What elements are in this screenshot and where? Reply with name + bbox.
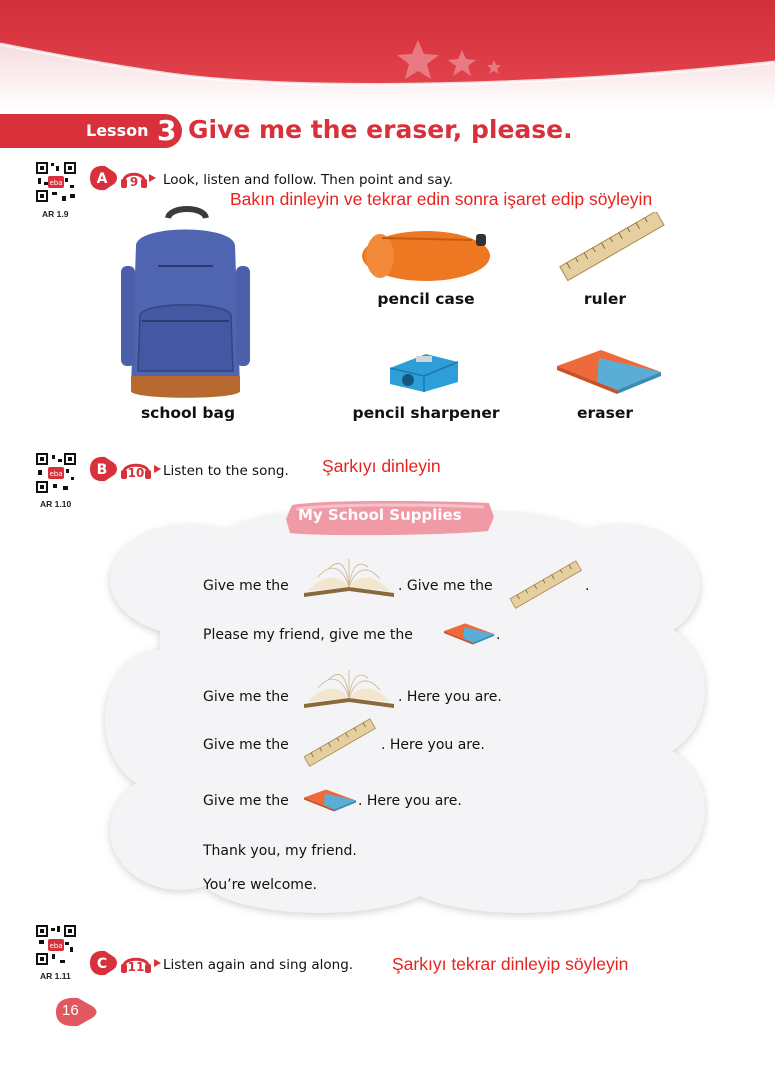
ruler-image xyxy=(506,560,586,610)
song-line-7: You’re welcome. xyxy=(203,877,318,893)
song-line-1b: . Give me the xyxy=(398,578,493,594)
song-line-2b: . xyxy=(496,627,501,643)
label-eraser: eraser xyxy=(577,404,633,422)
song-line-4b: . Here you are. xyxy=(381,737,485,753)
song-line-1c: . xyxy=(585,578,590,594)
song-cloud xyxy=(100,510,710,920)
translation-c: Şarkıyı tekrar dinleyip söyleyin xyxy=(392,954,629,974)
instruction-a: Look, listen and follow. Then point and say. xyxy=(163,172,454,188)
lesson-word: Lesson xyxy=(86,121,149,140)
qr-code-icon[interactable] xyxy=(34,451,78,495)
svg-text:11: 11 xyxy=(127,960,145,974)
song-line-4a: Give me the xyxy=(203,737,289,753)
svg-text:eba: eba xyxy=(49,942,63,950)
lesson-title: Give me the eraser, please. xyxy=(188,115,573,144)
label-pencil-case: pencil case xyxy=(377,290,475,308)
instruction-c: Listen again and sing along. xyxy=(163,957,354,973)
eraser-image xyxy=(302,788,358,813)
qr-code-icon[interactable] xyxy=(34,160,78,204)
badge-a xyxy=(86,164,160,192)
svg-text:10: 10 xyxy=(127,466,145,480)
badge-c xyxy=(86,949,166,977)
pencil-case-image xyxy=(360,226,492,284)
ar-code-b: AR 1.10 xyxy=(40,499,72,509)
translation-a: Bakın dinleyin ve tekrar edin sonra işaret edip söyleyin xyxy=(230,189,653,209)
song-line-6: Thank you, my friend. xyxy=(203,843,357,859)
label-pencil-sharpener: pencil sharpener xyxy=(352,404,500,422)
page-number: 16 xyxy=(62,1002,79,1019)
svg-text:eba: eba xyxy=(49,470,63,478)
song-line-2a: Please my friend, give me the xyxy=(203,627,413,643)
svg-text:C: C xyxy=(96,956,108,972)
ar-code-c: AR 1.11 xyxy=(40,971,71,981)
eraser-image xyxy=(553,348,665,396)
song-line-5a: Give me the xyxy=(203,793,289,809)
song-title: My School Supplies xyxy=(298,506,462,524)
book-image xyxy=(302,668,396,712)
ruler-image xyxy=(555,212,670,282)
ruler-image xyxy=(300,718,380,768)
song-line-1a: Give me the xyxy=(203,578,289,594)
eraser-image xyxy=(442,622,496,646)
label-ruler: ruler xyxy=(583,290,627,308)
pencil-sharpener-image xyxy=(386,346,462,396)
label-school-bag: school bag xyxy=(140,404,236,422)
song-line-3a: Give me the xyxy=(203,689,289,705)
svg-text:A: A xyxy=(96,171,108,187)
page-header-band xyxy=(0,0,775,110)
svg-text:B: B xyxy=(96,462,108,478)
badge-b xyxy=(86,455,166,483)
song-line-5b: . Here you are. xyxy=(358,793,462,809)
translation-b: Şarkıyı dinleyin xyxy=(322,456,441,476)
instruction-b: Listen to the song. xyxy=(163,463,289,479)
ar-code-a: AR 1.9 xyxy=(42,209,69,219)
qr-label: eba xyxy=(49,179,63,187)
lesson-number: 3 xyxy=(157,114,177,147)
song-line-3b: . Here you are. xyxy=(398,689,502,705)
book-image xyxy=(302,557,396,601)
school-bag-image xyxy=(118,206,253,404)
svg-text:9: 9 xyxy=(129,175,139,189)
qr-code-icon[interactable] xyxy=(34,923,78,967)
